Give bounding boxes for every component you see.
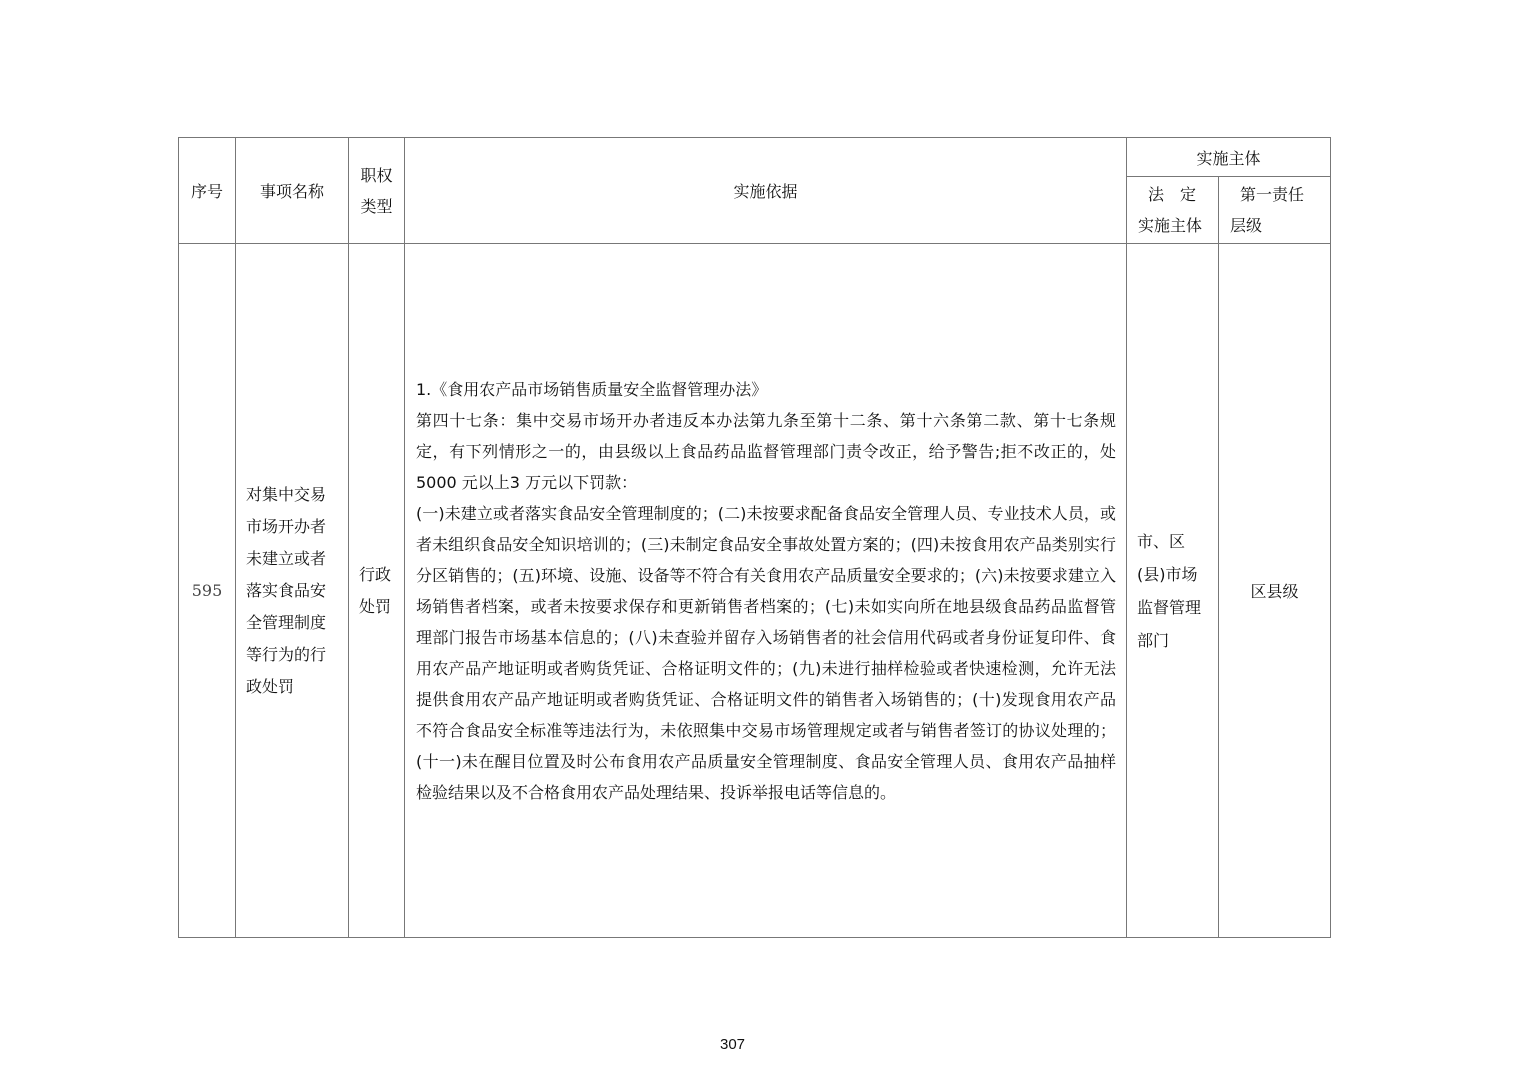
header-legal-subject bbox=[1127, 177, 1219, 244]
table-row bbox=[179, 244, 1331, 938]
header-level-line1: 第一责任 bbox=[1240, 185, 1305, 204]
header-level bbox=[1219, 177, 1331, 244]
row-matter-name: 对集中交易市场开办者未建立或者落实食品安全管理制度等行为的行政处罚 bbox=[236, 244, 349, 938]
header-legal-line2: 实施主体 bbox=[1138, 216, 1203, 235]
row-level: 区县级 bbox=[1219, 244, 1331, 938]
header-basis: 实施依据 bbox=[405, 138, 1127, 244]
header-type: 职权类型 bbox=[349, 138, 405, 244]
header-name: 事项名称 bbox=[236, 138, 349, 244]
header-no: 序号 bbox=[179, 138, 236, 244]
row-number: 595 bbox=[179, 244, 236, 938]
basis-article: 第四十七条：集中交易市场开办者违反本办法第九条至第十二条、第十六条第二款、第十七条规定，有下列情形之一的，由县级以上食品药品监督管理部门责令改正，给予警告;拒不改正的，处5000 元以上3 万元以下罚款： bbox=[416, 410, 1116, 492]
page-number: 307 bbox=[719, 1036, 746, 1053]
row-legal-subject: 市、区(县)市场监督管理部门 bbox=[1127, 244, 1219, 938]
header-subject: 实施主体 bbox=[1127, 138, 1331, 177]
header-legal-line1: 法 定 bbox=[1148, 185, 1197, 204]
basis-law-title: 1.《食用农产品市场销售质量安全监督管理办法》 bbox=[416, 379, 768, 399]
matters-table bbox=[178, 137, 1331, 938]
row-authority-type: 行政处罚 bbox=[349, 244, 405, 938]
header-level-line2: 层级 bbox=[1230, 216, 1263, 235]
row-basis bbox=[405, 244, 1127, 938]
basis-items: (一)未建立或者落实食品安全管理制度的；(二)未按要求配备食品安全管理人员、专业技术人员，或者未组织食品安全知识培训的；(三)未制定食品安全事故处置方案的；(四)未按食用农产品类别实行分区销售的；(五)环境、设施、设备等不符合有关食用农产品质量安全要求的；(六)未按要求建立入场销售者档案，或者未按要求保存和更新销售者档案的；(七)未如实向所在地县级食品药品监督管理部门报告市场基本信息的；(八)未查验并留存入场销售者的社会信用代码或者身份证复印件、食用农产品产地证明或者购货凭证、合格证明文件的；(九)未进行抽样检验或者快速检测，允许无法提供食用农产品产地证明或者购货凭证、合格证明文件的销售者入场销售的；(十)发现食用农产品不符合食品安全标准等违法行为，未依照集中交易市场管理规定或者与销售者签订的协议处理的；(十一)未在醒目位置及时公布食用农产品质量安全管理制度、食品安全管理人员、食用农产品抽样检验结果以及不合格食用农产品处理结果、投诉举报电话等信息的。 bbox=[416, 503, 1116, 802]
